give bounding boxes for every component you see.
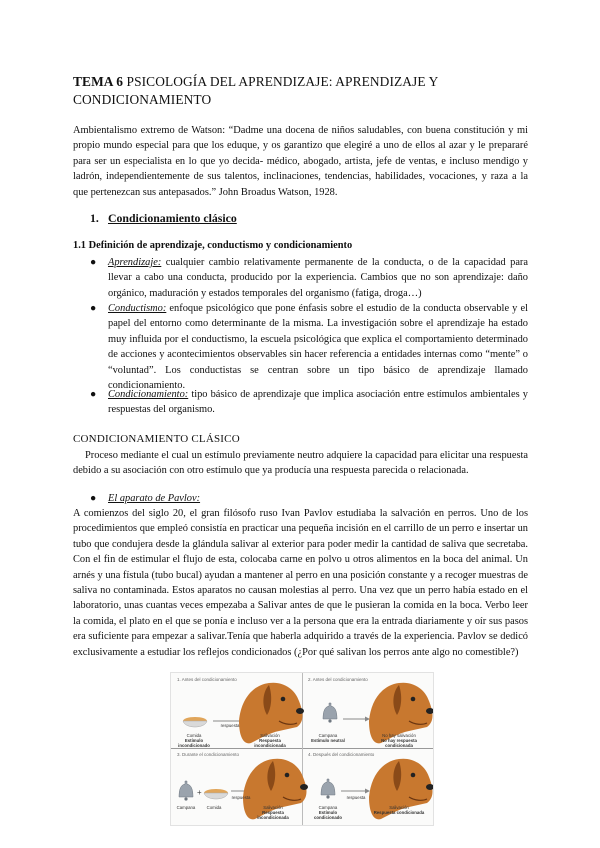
pavlov-conditioning-figure: [170, 672, 434, 826]
caption-p1-arrow: respuesta: [220, 723, 240, 728]
bullet-condicionamiento: [90, 387, 528, 418]
bullet-text: enfoque psicológico que pone énfasis sobre el estudio de la conducta observable y el papel del entorno como determinante de la misma. La investigación sobre el aprendizaje ha estado muy influida por el conductismo, la escuela psicológica que explica el comportamiento determinado de acciones y acontecimientos observables sin hacer referencia a entidades internas como “mente” o “voluntad”. Los conductistas se centran sobre un tipo básico de aprendizaje llamado condicionamiento.: [108, 303, 528, 392]
caption-p3-right: [249, 805, 297, 820]
caption-p2-right: [371, 733, 427, 748]
bullet-dot: ●: [90, 303, 97, 314]
bell-icon: [323, 703, 337, 723]
food-bowl-icon: [204, 789, 228, 799]
page-title: [73, 73, 533, 109]
intro-paragraph: Ambientalismo extremo de Watson: “Dadme una docena de niños saludables, con buena constitución y mi propio mundo especial para que los eduque, y os garantizo que elegiré a uno de ellos al azar y le prepararé para ser un especialista en lo que yo decida- médico, abogado, artista, jefe de ventas, e incluso mendigo y ladrón, independientemente de sus talentos, inclinaciones, tendencias, habilidades, vocaciones, y raza a la que pertenezcan sus antepasados.” John Broadus Watson, 1928.: [73, 125, 528, 198]
bell-icon: [321, 779, 335, 799]
term-conductismo: Conductismo:: [108, 303, 167, 314]
section-title: CONDICIONAMIENTO CLÁSICO: [73, 433, 240, 445]
caption-p1-right: [247, 733, 293, 748]
caption-p3-left: Campana: [176, 805, 196, 810]
caption-text: Campana: [318, 805, 338, 810]
panel-4-label: 4. Después del condicionamiento: [308, 752, 375, 757]
bullet-conductismo: [90, 301, 528, 393]
caption-sub: Respuesta incondicionada: [257, 810, 289, 820]
caption-text: Salivación: [263, 805, 283, 810]
caption-sub: Respuesta incondicionada: [254, 738, 286, 748]
caption-p4-arrow: respuesta: [346, 795, 366, 800]
caption-sub: Estímulo incondicionado: [178, 738, 210, 748]
caption-sub: No hay respuesta condicionada: [381, 738, 417, 748]
subsection-heading: 1.1 Definición de aprendizaje, conductismo y condicionamiento: [73, 240, 353, 251]
caption-text: No hay salivación: [382, 733, 416, 738]
bullet-aprendizaje: [90, 255, 528, 301]
panel-2-label: 2. Antes del condicionamiento: [308, 677, 368, 682]
definition-paragraph: Proceso mediante el cual un estímulo previamente neutro adquiere la capacidad para elicitar una respuesta debido a su asociación con otro estímulo que ya producía una respuesta parecida o relacionada.: [73, 450, 528, 477]
bullet-dot: ●: [90, 389, 97, 400]
panel-1-label: 1. Antes del condicionamiento: [177, 677, 237, 682]
bullet-dot: ●: [90, 493, 97, 504]
caption-text: Campana: [318, 733, 338, 738]
caption-p3-arrow: respuesta: [231, 795, 251, 800]
section-number: 1.: [90, 211, 99, 225]
food-bowl-icon: [183, 717, 207, 727]
caption-text: Salivación: [260, 733, 280, 738]
caption-text: Comida: [186, 733, 202, 738]
title-rest: PSICOLOGÍA DEL APRENDIZAJE: APRENDIZAJE Y CONDICIONAMIENTO: [73, 74, 438, 107]
bullet-text: tipo básico de aprendizaje que implica asociación entre estímulos ambientales y respuestas del organismo.: [108, 389, 528, 416]
caption-sub: Estímulo condicionado: [314, 810, 342, 820]
term-pavlov: El aparato de Pavlov:: [108, 493, 201, 504]
caption-p1-left: [177, 733, 211, 748]
title-bold: TEMA 6: [73, 74, 124, 89]
bell-icon: [179, 781, 193, 801]
section-heading-1: [90, 211, 237, 226]
caption-p2-left: [311, 733, 345, 743]
caption-p4-left: [311, 805, 345, 820]
bullet-pavlov: [90, 491, 528, 506]
bullet-dot: ●: [90, 257, 97, 268]
caption-p4-right: [373, 805, 425, 815]
section-label: Condicionamiento clásico: [108, 211, 237, 225]
plus-sign: +: [197, 788, 202, 797]
term-condicionamiento: Condicionamiento:: [108, 389, 189, 400]
caption-sub: Respuesta condicionada: [373, 810, 425, 815]
pavlov-paragraph: A comienzos del siglo 20, el gran filósofo ruso Ivan Pavlov estudiaba la salvación en perros. Uno de los procedimientos que empleó consistía en practicar una pequeña incisión en el carrillo de un perro e insertar un tubo que condujera desde la glándula salivar al exterior para poder medir la cantidad de saliva que secretaba. Con el fin de estimular el flujo de esta, colocaba carne en polvo u otros alimentos en la boca del animal. Un arnés y una fístula (tubo bucal) ayudan a mantener al perro en una posición constante y a recoger muestras de saliva no contaminada. Estos aparatos no causan molestias al perro. Una vez que un perro había estado en el laboratorio, unas cuantas veces empezaba a Salivar antes de que le pusieran la comida en la boca. Verbo leer la comida, el plato en el que se ponía e incluso ver a la persona que era la entrada diariamente y oír sus pasos era suficiente para empezar a salivar.Tenía que haberla adquirido a través de la experiencia. Pavlov se dedicó exclusivamente a estudiar los reflejos condicionados (¿Por qué salivan los perros ante algo no comestible?): [73, 508, 528, 658]
bullet-text: cualquier cambio relativamente permanente de la conducta, o de la capacidad para llevar a cabo una conducta, producido por la experiencia. Cambios que no son aprendizaje: daño orgánico, maduración y estados temporales del organismo (fatiga, droga…): [108, 257, 528, 299]
term-aprendizaje: Aprendizaje:: [108, 257, 162, 268]
panel-3-label: 3. Durante el condicionamiento: [177, 752, 240, 757]
caption-sub: Estímulo neutral: [311, 738, 345, 743]
caption-p3-mid: Comida: [206, 805, 222, 810]
caption-text: Salivación: [389, 805, 409, 810]
figure-drawing: [171, 673, 433, 825]
